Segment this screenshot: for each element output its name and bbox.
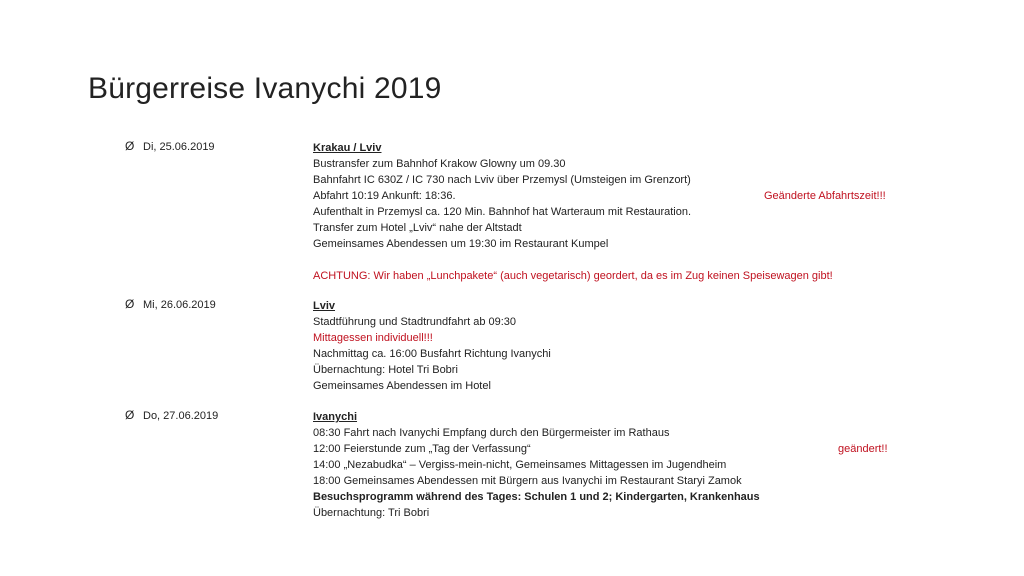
day-date: Do, 27.06.2019 [143, 410, 219, 422]
detail-line: 14:00 „Nezabudka“ – Vergiss-mein-nicht, Gemeinsames Mittagessen im Jugendheim [313, 459, 727, 471]
bullet-icon: Ø [125, 408, 135, 422]
detail-line: Transfer zum Hotel „Lviv“ nahe der Altstadt [313, 222, 522, 234]
detail-line: Stadtführung und Stadtrundfahrt ab 09:30 [313, 316, 517, 328]
detail-line: Gemeinsames Abendessen im Hotel [313, 380, 491, 392]
detail-line: Gemeinsames Abendessen um 19:30 im Restaurant Kumpel [313, 238, 609, 250]
changed-note: geändert!! [838, 443, 888, 455]
detail-line: Bahnfahrt IC 630Z / IC 730 nach Lviv über Przemysl (Umsteigen im Grenzort) [313, 174, 691, 186]
lunch-notice: ACHTUNG: Wir haben „Lunchpakete“ (auch vegetarisch) geordert, da es im Zug keinen Speisewagen gibt! [313, 270, 833, 282]
detail-line: Aufenthalt in Przemysl ca. 120 Min. Bahnhof hat Warteraum mit Restauration. [313, 206, 692, 218]
detail-line: 18:00 Gemeinsames Abendessen mit Bürgern aus Ivanychi im Restaurant Staryi Zamok [313, 475, 742, 487]
day-date: Di, 25.06.2019 [143, 141, 215, 153]
detail-line: Bustransfer zum Bahnhof Krakow Glowny um 09.30 [313, 158, 566, 170]
lunch-individual-note: Mittagessen individuell!!! [313, 332, 433, 344]
slide-title: Bürgerreise Ivanychi 2019 [88, 72, 442, 105]
day-details [313, 140, 913, 284]
detail-line: Übernachtung: Hotel Tri Bobri [313, 364, 458, 376]
detail-line: 08:30 Fahrt nach Ivanychi Empfang durch den Bürgermeister im Rathaus [313, 427, 670, 439]
blank-line [313, 252, 913, 268]
day-heading: Lviv [313, 300, 336, 312]
day-heading: Ivanychi [313, 411, 358, 423]
bullet-icon: Ø [125, 139, 135, 153]
day-details [313, 298, 913, 394]
day-heading: Krakau / Lviv [313, 142, 382, 154]
day-date: Mi, 26.06.2019 [143, 299, 216, 311]
detail-line: Nachmittag ca. 16:00 Busfahrt Richtung Ivanychi [313, 348, 551, 360]
detail-line: Übernachtung: Tri Bobri [313, 507, 430, 519]
day-details [313, 409, 913, 521]
visit-program-line: Besuchsprogramm während des Tages: Schulen 1 und 2; Kindergarten, Krankenhaus [313, 491, 760, 503]
changed-departure-note: Geänderte Abfahrtszeit!!! [764, 190, 886, 202]
bullet-icon: Ø [125, 297, 135, 311]
detail-line: Abfahrt 10:19 Ankunft: 18:36. [313, 190, 456, 202]
detail-line: 12:00 Feierstunde zum „Tag der Verfassung“ [313, 443, 531, 455]
